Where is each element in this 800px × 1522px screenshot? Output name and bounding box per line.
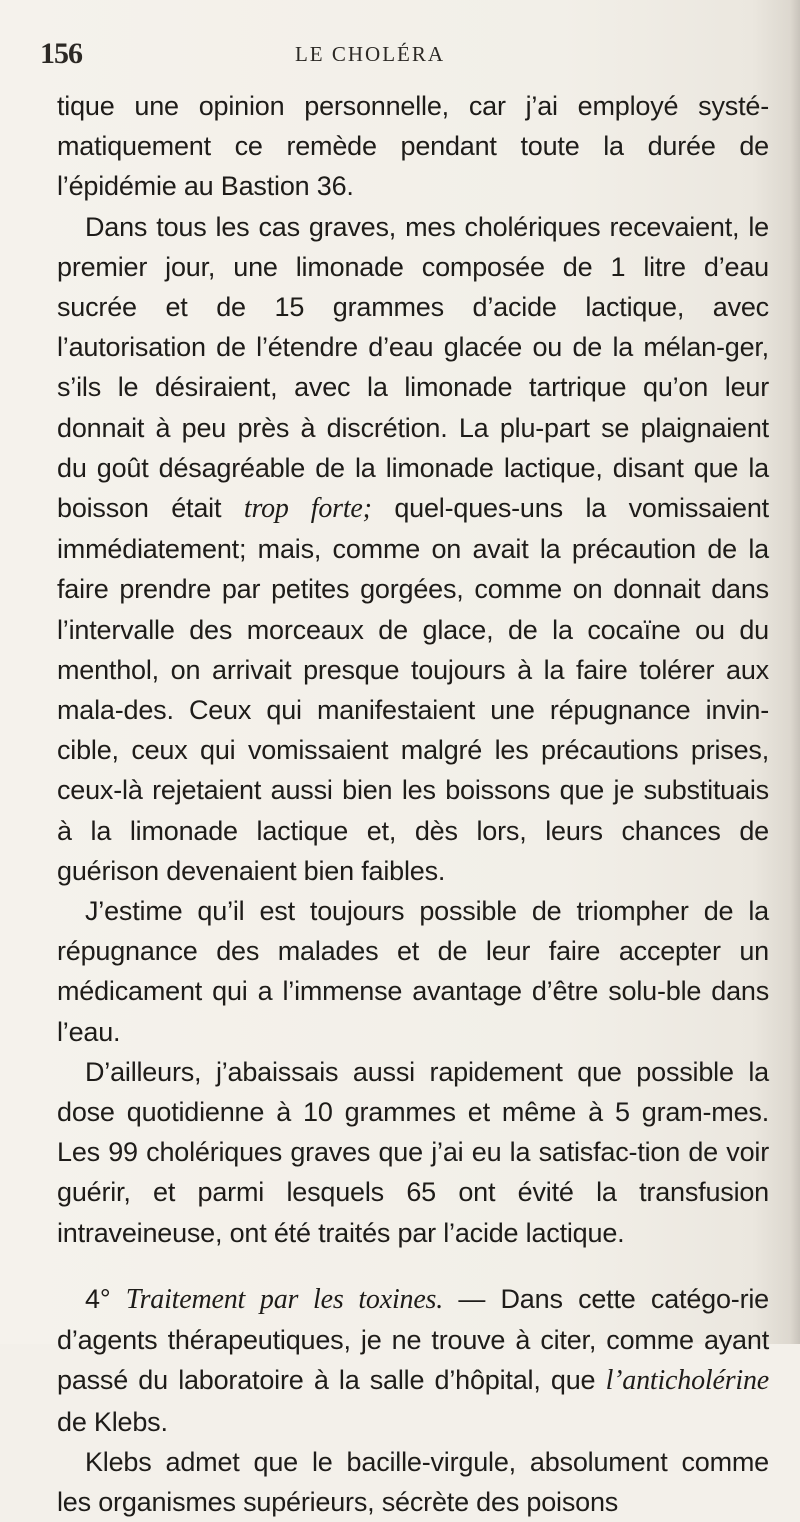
section-number: 4° xyxy=(85,1283,111,1314)
paragraph-4: D’ailleurs, j’abaissais aussi rapidement que possible la dose quotidienne à 10 grammes et même à 5 gram-mes. Les 99 cholériques graves que j’ai eu la satisfac-tion de voir guérir, et parmi lesquels 65 ont évité la transfusion intraveineuse, ont été traités par l’acide lactique. xyxy=(57,1056,769,1248)
paragraph-6: Klebs admet que le bacille-virgule, absolument comme les organismes supérieurs, sécrète des poisons xyxy=(57,1446,769,1517)
paragraph-2-italic-quote: trop forte; xyxy=(243,493,372,525)
running-title: LE CHOLÉRA xyxy=(294,42,446,66)
paragraph-3: J’estime qu’il est toujours possible de triompher de la répugnance des malades et de leur faire accepter un médicament qui a l’immense avantage d’être solu-ble dans l’eau. xyxy=(57,896,769,1047)
paragraph-1: tique une opinion personnelle, car j’ai employé systé-matiquement ce remède pendant toute la durée de l’épidémie au Bastion 36. xyxy=(57,91,769,202)
paragraph-2 xyxy=(57,207,769,891)
paragraph-5 xyxy=(57,1279,769,1442)
page-edge-shadow xyxy=(790,0,800,1344)
page-header xyxy=(40,34,760,74)
paragraph-2-text-b: quel-ques-uns la vomissaient immédiatement; mais, comme on avait la précaution de la faire prendre par petites gorgées, comme on donnait dans l’intervalle des morceaux de glace, de la cocaïne ou du menthol, on arrivait presque toujours à la faire tolérer aux mala-des. Ceux qui manifestaient une répugnance invin-cible, ceux qui vomissaient malgré les précautions prises, ceux-là rejetaient aussi bien les boissons que je substituais à la limonade lactique et, dès lors, leurs chances de guérison devenaient bien faibles. xyxy=(57,493,769,886)
section-heading: Traitement par les toxines. xyxy=(125,1283,444,1315)
page-number: 156 xyxy=(40,37,82,70)
body-text xyxy=(57,86,769,1522)
paragraph-2-text-a: Dans tous les cas graves, mes cholériques recevaient, le premier jour, une limonade composée de 1 litre d’eau sucrée et de 15 grammes d’acide lactique, avec l’autorisation de l’étendre d’eau glacée ou de la mélan-ger, s’ils le désiraient, avec la limonade tartrique qu’on leur donnait à peu près à discrétion. La plu-part se plaignaient du goût désagréable de la limonade lactique, disant que la boisson était xyxy=(57,211,769,524)
paragraph-5-text-a: — Dans cette catégo-rie d’agents thérapeutiques, je ne trouve à citer, comme ayant passé du laboratoire à la salle d’hôpital, que xyxy=(57,1283,769,1396)
paragraph-5-text-b: de Klebs. xyxy=(57,1406,168,1437)
anticholerine-term: l’anticholérine xyxy=(605,1365,769,1397)
